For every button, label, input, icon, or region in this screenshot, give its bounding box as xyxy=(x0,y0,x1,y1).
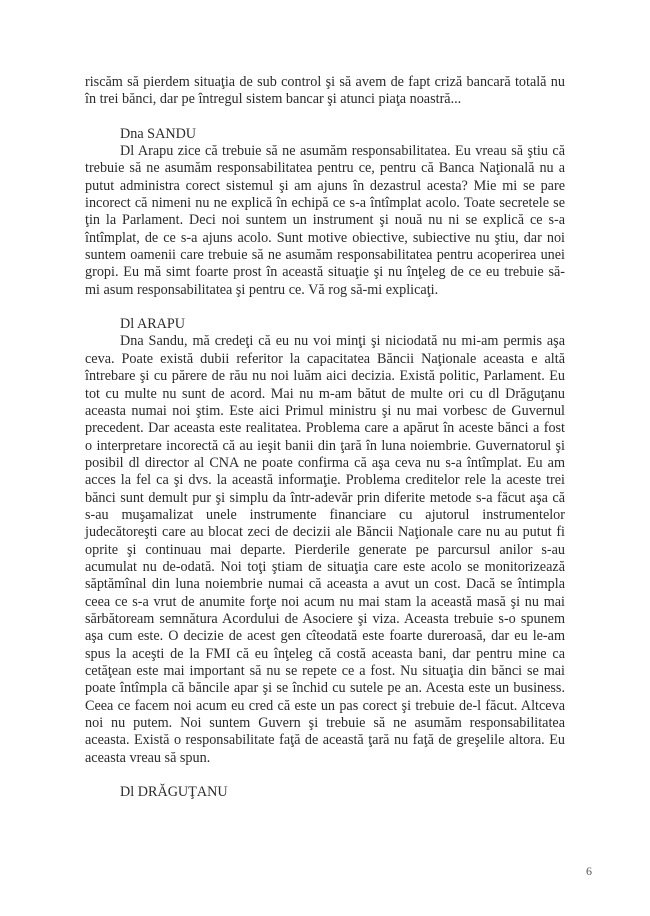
text-line: precedent. Dar aceasta este realitatea. Problema care a apărut în aceste bănci a fost xyxy=(85,420,565,437)
text-line: Dna Sandu, mă credeţi că eu nu voi minţi şi niciodată nu mi-am permis aşa xyxy=(120,333,565,350)
page-number: 6 xyxy=(586,864,592,878)
text-line: tot cu multe nu sunt de acord. Mai nu m-am bătut de multe ori cu dl Drăguţanu xyxy=(85,385,565,402)
text-line: săptămînal din luna noiembrie numai că aceasta a avut un cost. Dacă se întimpla xyxy=(85,576,565,593)
text-line: acumulat nu de-odată. Noi toţi ştiam de situaţia care este acolo se monitorizează xyxy=(85,558,565,575)
text-line: incorect că nimeni nu ne explică în echipă ce s-a întîmplat acolo. Toate secretele se xyxy=(85,195,565,212)
speaker-name: Dl ARAPU xyxy=(120,316,186,333)
text-line: în trei bănci, dar pe întregul sistem bancar şi atunci piaţa noastră... xyxy=(85,91,462,108)
text-line: oprite şi continuau mai departe. Pierderile generate pe parcursul anilor s-au xyxy=(85,541,565,558)
text-line: sărbătoream semnătura Acordului de Asociere şi viza. Aceasta trebuie s-o spunem xyxy=(85,610,565,627)
speaker-name: Dna SANDU xyxy=(120,125,197,142)
text-line: întrebare şi cu părere de rău nu noi luăm aici decizia. Există politic, Parlament. Eu xyxy=(85,368,565,385)
text-line: suntem oamenii care trebuie să ne asumăm responsabilitatea pentru acoperirea unei xyxy=(85,247,565,264)
text-line: s-au muşamalizat unele instrumente financiare cu ajutorul instrumentelor xyxy=(85,506,565,523)
text-line: întîmplat, de ce s-a ajuns acolo. Sunt motive obiective, subiective nu ştiu, dar noi xyxy=(85,229,565,246)
text-line: ceva. Poate există dubii referitor la capacitatea Băncii Naţionale aceasta e altă xyxy=(85,350,565,367)
text-line: spus la aceşti de la FMI că eu înţeleg că costă aceasta bani, dar pentru mine ca xyxy=(85,645,565,662)
text-line: bănci sunt demult pur şi simplu da într-adevăr prin diferite metode s-a făcut aşa că xyxy=(85,489,565,506)
text-line: trebuie să ne asumăm responsabilitatea pentru ce, pentru că Banca Naţională nu a xyxy=(85,160,565,177)
text-line: posibil dl director al CNA ne poate confirma că aşa ceva nu s-a întîmplat. Eu am xyxy=(85,454,565,471)
speaker-section-arapu xyxy=(85,316,565,767)
text-line: gropi. Eu mă simt foarte prost în această situaţie şi nu înţeleg de ce eu trebuie să- xyxy=(85,264,565,281)
text-line: Ceea ce facem noi acum eu cred că este un pas corect şi trebuie de-l făcut. Altceva xyxy=(85,697,565,714)
text-line: poate întîmpla că băncile apar şi se închid cu sutele pe an. Acesta este un business. xyxy=(85,680,565,697)
text-line: aceasta numai noi ştim. Este aici Primul ministru şi nu mai vorbesc de Guvernul xyxy=(85,402,565,419)
speaker-section-sandu xyxy=(85,126,565,299)
text-line: ţin la Parlament. Deci noi suntem un instrument şi nouă nu ni se explică ce s-a xyxy=(85,212,565,229)
text-line: judecătoreşti care au blocat zeci de decizii ale Băncii Naţionale care nu au putut fi xyxy=(85,524,565,541)
text-line: ceea ce s-a vrut de anumite forţe noi acum nu mai stam la această masă şi nu mai xyxy=(85,593,565,610)
text-line: aceasta. Există o responsabilitate faţă de această ţară nu faţă de greşelile altora. Eu xyxy=(85,732,565,749)
text-line: aceasta vreau să spun. xyxy=(85,749,211,766)
opening-paragraph xyxy=(85,74,565,109)
text-line: Dl Arapu zice că trebuie să ne asumăm responsabilitatea. Eu vreau să ştiu că xyxy=(120,143,565,160)
text-line: o interpretare incorectă că au ieşit banii din ţară în luna noiembrie. Guvernatorul şi xyxy=(85,437,565,454)
text-line: noi nu putem. Noi suntem Guvern şi trebuie să ne asumăm responsabilitatea xyxy=(85,715,565,732)
text-line: riscăm să pierdem situaţia de sub control şi să avem de fapt criză bancară totală nu xyxy=(85,74,565,90)
speaker-name: Dl DRĂGUŢANU xyxy=(120,784,228,801)
speaker-section-draguţanu xyxy=(85,784,565,801)
text-line: aşa cum este. O decizie de acest gen cîteodată este foarte dureroasă, dar eu le-am xyxy=(85,628,565,645)
text-line: acces la fel ca şi dvs. la această informaţie. Problema creditelor rele la aceste trei xyxy=(85,472,565,489)
document-page xyxy=(85,74,565,801)
text-line: putut administra corect sistemul şi am ajuns în dezastrul acesta? Mie mi se pare xyxy=(85,177,565,194)
text-line: mi asum responsabilitatea şi pentru ce. Vă rog să-mi explicaţi. xyxy=(85,281,439,298)
text-line: cetăţean este mai important să nu se repete ce a fost. Nu situaţia din bănci se mai xyxy=(85,663,565,679)
